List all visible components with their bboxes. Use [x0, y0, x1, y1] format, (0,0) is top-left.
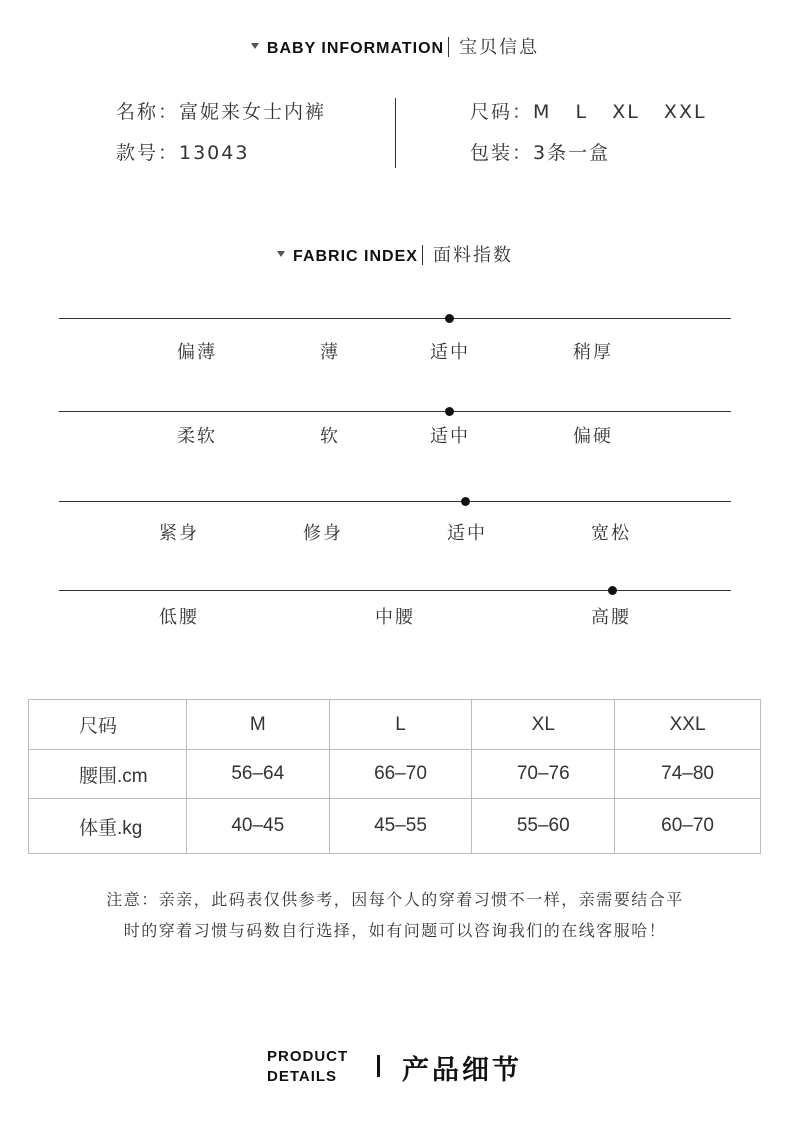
style-number: 款号：13043 [116, 142, 250, 164]
scale-label: 偏薄 [177, 342, 217, 363]
title-separator [377, 1055, 380, 1077]
packaging: 包装：3条一盒 [470, 142, 611, 164]
table-cell: 腰围.cm [29, 750, 187, 799]
scale-label: 修身 [303, 523, 343, 544]
table-row [29, 750, 761, 799]
product-details-en-line-2: DETAILS [267, 1068, 338, 1085]
fabric-index-title-cn: 面料指数 [432, 245, 513, 266]
scale-marker [445, 407, 454, 416]
table-header-cell: L [329, 700, 472, 750]
table-header-cell: XL [472, 700, 615, 750]
table-cell: 66–70 [329, 750, 472, 799]
table-cell: 60–70 [615, 799, 761, 854]
available-sizes: 尺码：M L XL XXL [470, 101, 707, 123]
triangle-down-icon [251, 43, 259, 49]
baby-info-title-cn: 宝贝信息 [459, 37, 540, 58]
scale-line [59, 318, 731, 319]
title-separator [422, 245, 423, 265]
scale-label: 偏硬 [573, 426, 613, 447]
table-cell: 55–60 [472, 799, 615, 854]
info-divider [395, 98, 396, 168]
table-header-row [29, 700, 761, 750]
scale-line [59, 411, 731, 412]
table-cell: 70–76 [472, 750, 615, 799]
scale-label: 适中 [430, 426, 470, 447]
scale-label: 高腰 [591, 607, 631, 628]
table-cell: 56–64 [186, 750, 329, 799]
baby-info-title-en: BABY INFORMATION [266, 40, 445, 57]
size-note-line-2: 时的穿着习惯与码数自行选择，如有问题可以咨询我们的在线客服哈！ [123, 921, 667, 940]
scale-label: 稍厚 [573, 342, 613, 363]
product-details-title-en [267, 1047, 348, 1087]
size-table [28, 699, 761, 854]
scale-label: 柔软 [177, 426, 217, 447]
scale-marker [445, 314, 454, 323]
fabric-index-title [0, 241, 790, 267]
table-cell: 74–80 [615, 750, 761, 799]
table-row [29, 799, 761, 854]
fabric-index-title-en: FABRIC INDEX [293, 248, 418, 265]
scale-line [59, 501, 731, 502]
table-header-cell: XXL [615, 700, 761, 750]
size-note-line-1: 注意：亲亲，此码表仅供参考，因每个人的穿着习惯不一样，亲需要结合平 [106, 890, 684, 909]
table-header-cell: 尺码 [29, 700, 187, 750]
scale-label: 软 [320, 426, 340, 447]
scale-line [59, 590, 731, 591]
product-details-en-line-1: PRODUCT [267, 1048, 349, 1065]
scale-label: 适中 [430, 342, 470, 363]
product-details-title-cn: 产品细节 [402, 1055, 522, 1086]
baby-info-title [0, 33, 790, 59]
scale-label: 适中 [447, 523, 487, 544]
scale-marker [461, 497, 470, 506]
scale-label: 薄 [320, 342, 340, 363]
table-cell: 45–55 [329, 799, 472, 854]
table-cell: 体重.kg [29, 799, 187, 854]
title-separator [448, 37, 449, 57]
table-cell: 40–45 [186, 799, 329, 854]
scale-marker [608, 586, 617, 595]
scale-label: 中腰 [375, 607, 415, 628]
scale-label: 紧身 [159, 523, 199, 544]
scale-label: 低腰 [159, 607, 199, 628]
scale-label: 宽松 [591, 523, 631, 544]
table-header-cell: M [186, 700, 329, 750]
product-name: 名称：富妮来女士内裤 [116, 101, 327, 123]
triangle-down-icon [277, 251, 285, 257]
